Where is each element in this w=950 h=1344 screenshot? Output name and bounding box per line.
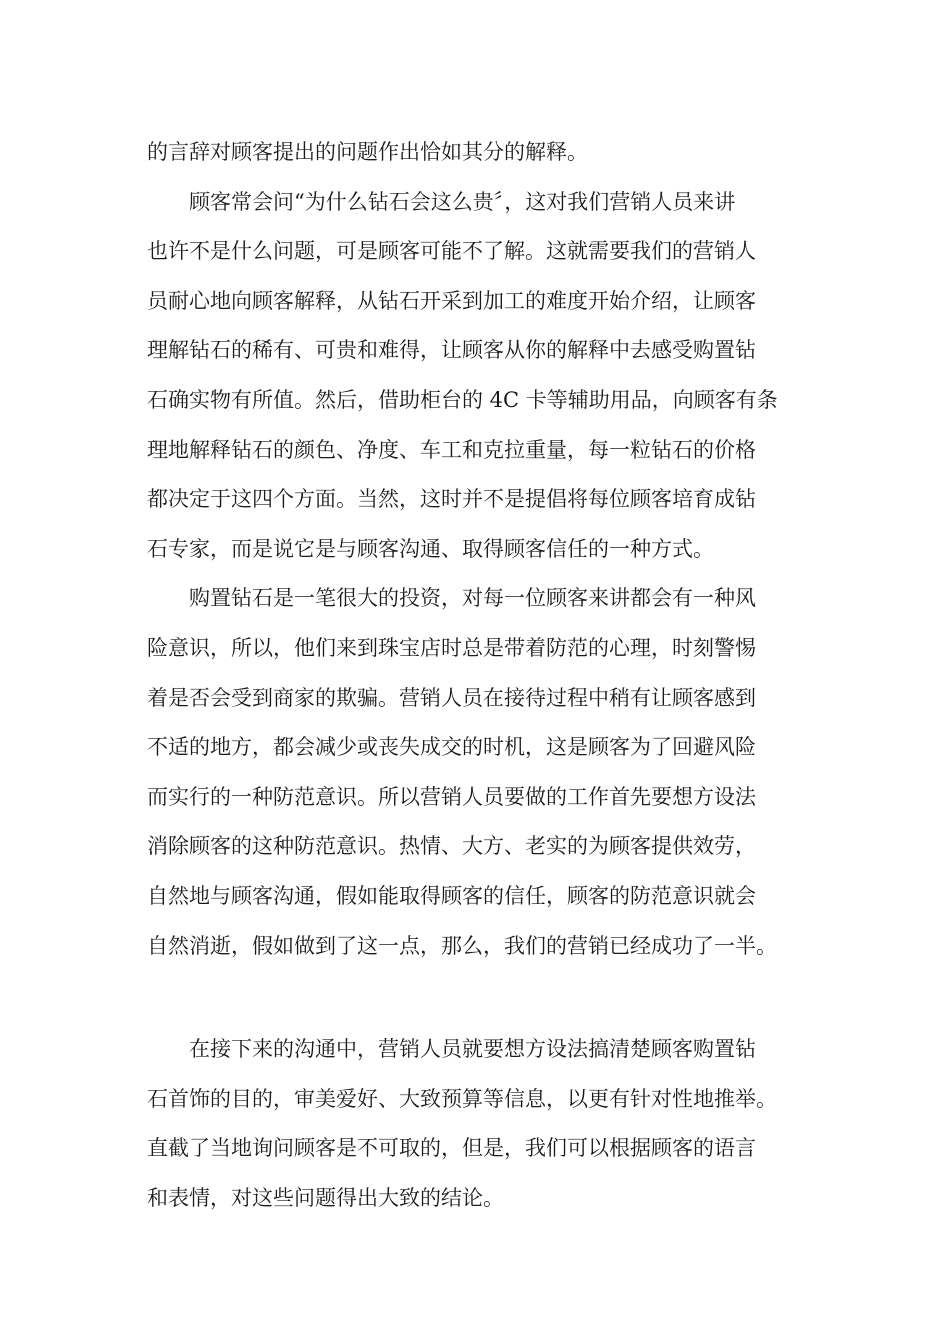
body-text-upper bbox=[147, 128, 827, 971]
text-line: 消除顾客的这种防范意识。热情、大方、老实的为顾客提供效劳， bbox=[147, 834, 756, 859]
text-line: 的言辞对顾客提出的问题作出恰如其分的解释。 bbox=[147, 140, 588, 164]
text-line: 在接下来的沟通中，营销人员就要想方设法搞清楚顾客购置钻 bbox=[189, 1037, 756, 1061]
text-line: 着是否会受到商家的欺骗。营销人员在接待过程中稍有让顾客感到 bbox=[147, 685, 756, 710]
text-line: 直截了当地询问顾客是不可取的，但是，我们可以根据顾客的语言 bbox=[147, 1136, 756, 1161]
text-line: 而实行的一种防范意识。所以营销人员要做的工作首先要想方设法 bbox=[147, 784, 756, 809]
text-line: 不适的地方，都会减少或丧失成交的时机，这是顾客为了回避风险 bbox=[147, 735, 756, 760]
text-line: 理地解释钻石的颜色、净度、车工和克拉重量，每一粒钻石的价格 bbox=[147, 437, 756, 462]
text-line: 员耐心地向顾客解释，从钻石开采到加工的难度开始介绍，让顾客 bbox=[147, 288, 756, 313]
text-line: 和表情，对这些问题得出大致的结论。 bbox=[147, 1185, 504, 1210]
text-line: 自然消逝，假如做到了这一点，那么，我们的营销已经成功了一半。 bbox=[147, 933, 777, 958]
text-line: 顾客常会问“为什么钻石会这么贵〞，这对我们营销人员来讲 bbox=[189, 189, 736, 214]
text-line: 自然地与顾客沟通，假如能取得顾客的信任，顾客的防范意识就会 bbox=[147, 883, 756, 908]
text-line: 石首饰的目的，审美爱好、大致预算等信息，以更有针对性地推举。 bbox=[147, 1086, 777, 1111]
text-line: 都决定于这四个方面。当然，这时并不是提倡将每位顾客培育成钻 bbox=[147, 487, 756, 512]
text-line: 石确实物有所值。然后，借助柜台的 4C 卡等辅助用品，向顾客有条 bbox=[147, 387, 778, 412]
text-line: 购置钻石是一笔很大的投资，对每一位顾客来讲都会有一种风 bbox=[189, 586, 756, 611]
text-line: 险意识，所以，他们来到珠宝店时总是带着防范的心理，时刻警惕 bbox=[147, 635, 756, 660]
text-line: 理解钻石的稀有、可贵和难得，让顾客从你的解释中去感受购置钻 bbox=[147, 338, 756, 363]
text-line: 也许不是什么问题，可是顾客可能不了解。这就需要我们的营销人 bbox=[147, 239, 756, 264]
body-text-lower bbox=[147, 1025, 827, 1223]
text-line: 石专家，而是说它是与顾客沟通、取得顾客信任的一种方式。 bbox=[147, 536, 714, 561]
